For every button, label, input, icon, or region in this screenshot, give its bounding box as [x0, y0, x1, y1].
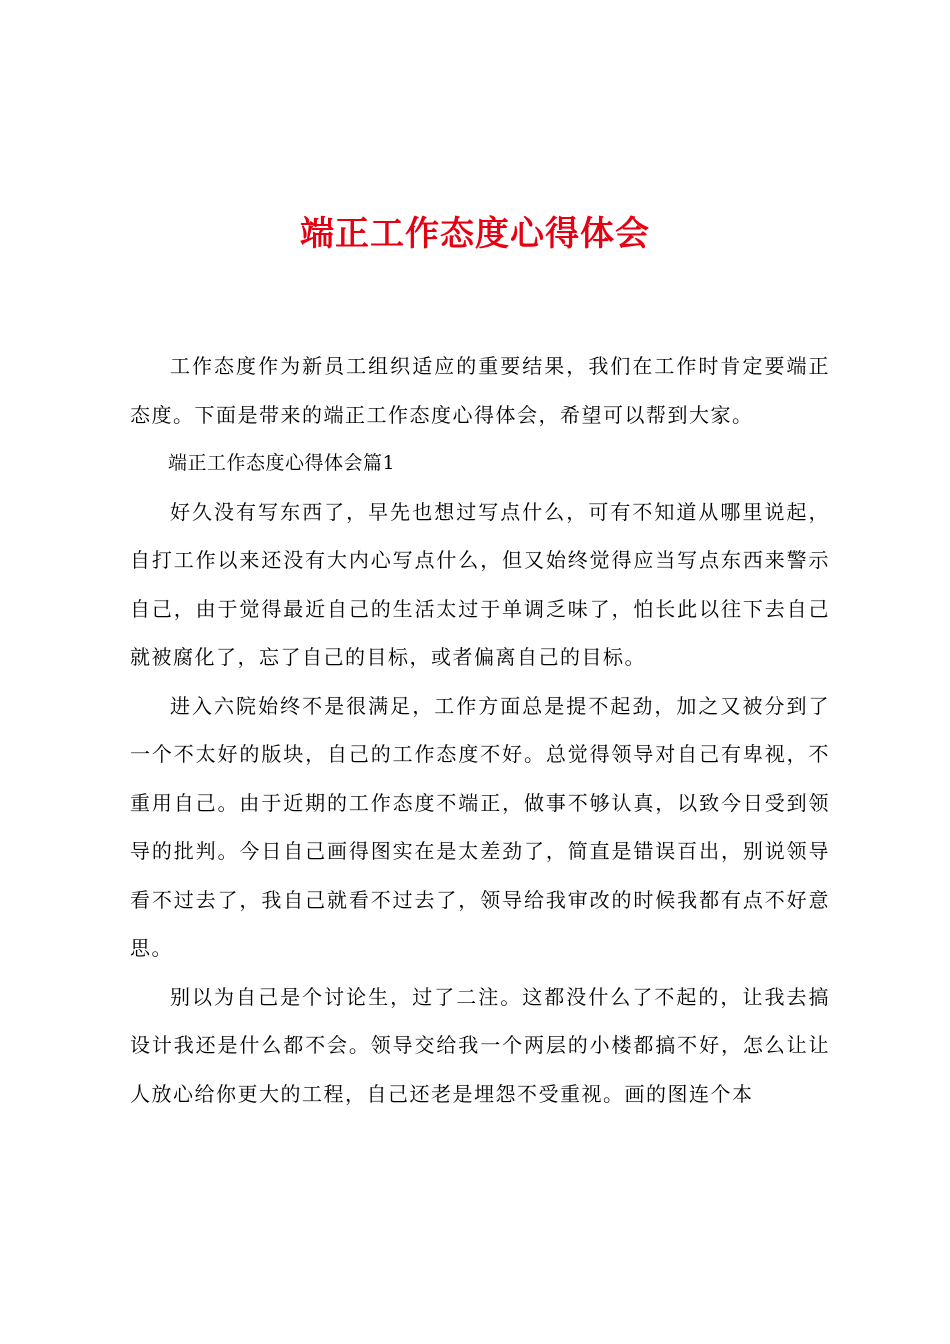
document-title: 端正工作态度心得体会	[300, 214, 650, 254]
document-body	[130, 342, 830, 1118]
body-paragraph-2: 进入六院始终不是很满足，工作方面总是提不起劲，加之又被分到了一个不太好的版块，自己的工作态度不好。总觉得领导对自己有卑视，不重用自己。由于近期的工作态度不端正，做事不够认真，以致今日受到领导的批判。今日自己画得图实在是太差劲了，简直是错误百出，别说领导看不过去了，我自己就看不过去了，领导给我审改的时候我都有点不好意思。	[130, 693, 830, 960]
body-paragraph-3: 别以为自己是个讨论生，过了二注。这都没什么了不起的，让我去搞设计我还是什么都不会。领导交给我一个两层的小楼都搞不好，怎么让让人放心给你更大的工程，自己还老是埋怨不受重视。画的图连个本	[130, 984, 830, 1106]
intro-paragraph: 工作态度作为新员工组织适应的重要结果，我们在工作时肯定要端正态度。下面是带来的端正工作态度心得体会，希望可以帮到大家。	[130, 354, 830, 427]
body-paragraph-1: 好久没有写东西了，早先也想过写点什么，可有不知道从哪里说起，自打工作以来还没有大内心写点什么，但又始终觉得应当写点东西来警示自己，由于觉得最近自己的生活太过于单调乏味了，怕长此以往下去自己就被腐化了，忘了自己的目标，或者偏离自己的目标。	[130, 499, 830, 669]
section-heading: 端正工作态度心得体会篇1	[168, 452, 396, 474]
